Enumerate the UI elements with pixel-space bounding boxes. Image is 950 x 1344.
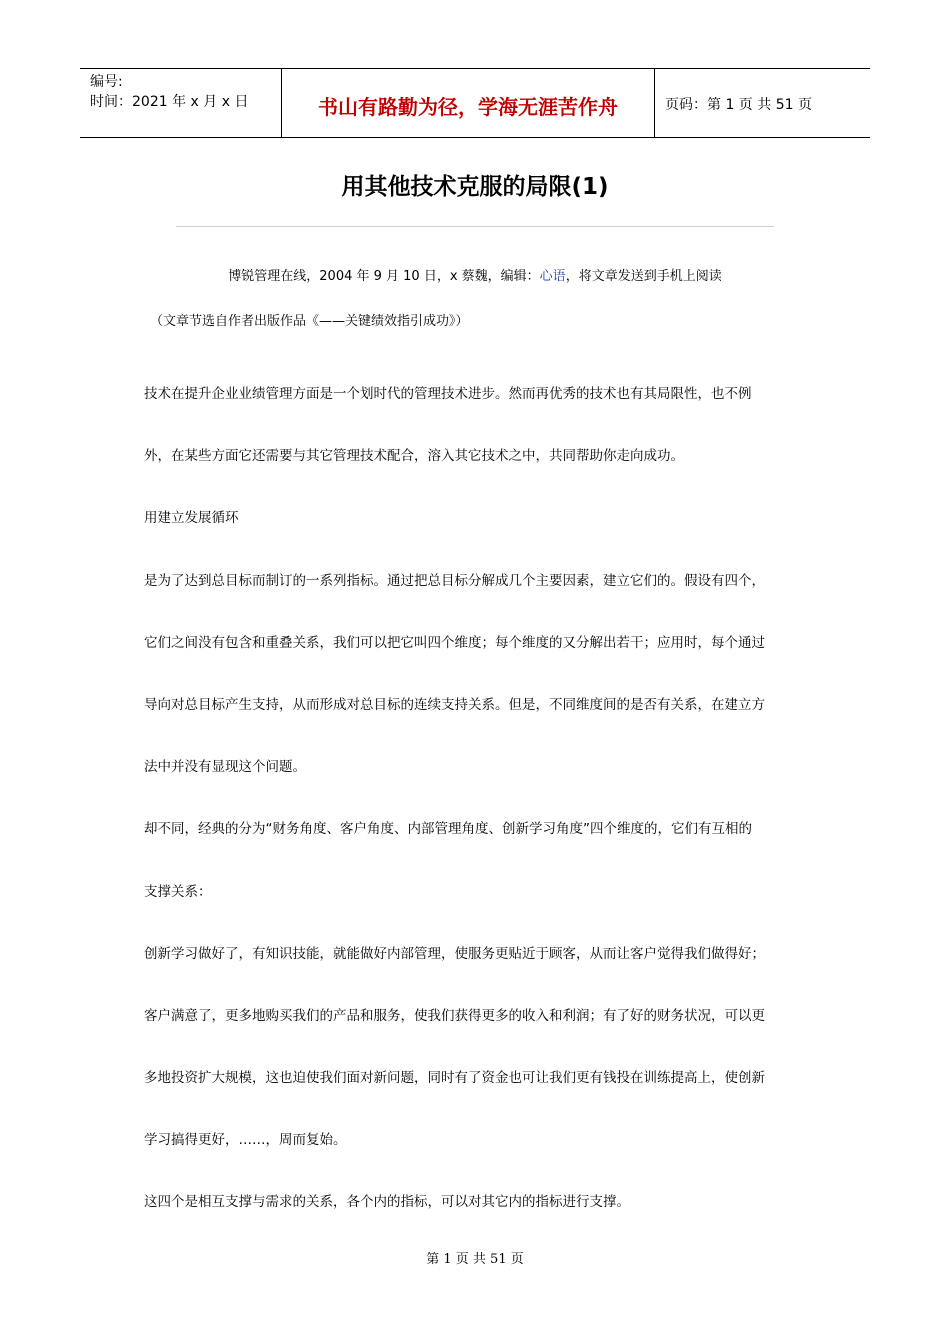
body-line: 用建立发展循环 (144, 510, 239, 527)
number-label: 编号: (90, 74, 123, 90)
document-header (80, 68, 870, 138)
body-line: 这四个是相互支撑与需求的关系，各个内的指标，可以对其它内的指标进行支撑。 (144, 1194, 630, 1211)
time-label: 时间：2021 年 x 月 x 日 (90, 94, 249, 110)
article-title: 用其他技术克服的局限(1) (341, 174, 609, 200)
body-line: 技术在提升企业业绩管理方面是一个划时代的管理技术进步。然而再优秀的技术也有其局限性，也不例 (144, 386, 752, 402)
body-line: 客户满意了，更多地购买我们的产品和服务，使我们获得更多的收入和利润；有了好的财务状况，可以更 (144, 1007, 765, 1024)
body-line: 外，在某些方面它还需要与其它管理技术配合，溶入其它技术之中，共同帮助你走向成功。 (144, 448, 684, 465)
title-divider (176, 226, 774, 227)
article-source-note: （文章节选自作者出版作品《——关键绩效指引成功》） (150, 314, 469, 329)
body-line: 却不同，经典的分为“财务角度、客户角度、内部管理角度、创新学习角度”四个维度的，它们有互相的 (144, 821, 752, 838)
page-footer: 第 1 页 共 51 页 (426, 1252, 524, 1267)
body-line: 导向对总目标产生支持，从而形成对总目标的连续支持关系。但是，不同维度间的是否有关系，在建立方 (144, 696, 765, 713)
body-line: 创新学习做好了，有知识技能，就能做好内部管理，使服务更贴近于顾客，从而让客户觉得我们做得好； (144, 945, 765, 962)
article-body (144, 382, 809, 1253)
body-line: 法中并没有显现这个问题。 (144, 759, 306, 776)
body-line: 多地投资扩大规模，这也迫使我们面对新问题，同时有了资金也可让我们更有钱投在训练提高上，使创新 (144, 1070, 765, 1087)
byline-suffix: ，将文章发送到手机上阅读 (565, 269, 722, 284)
header-motto: 书山有路勤为径，学海无涯苦作舟 (281, 69, 655, 137)
body-line: 它们之间没有包含和重叠关系，我们可以把它叫四个维度；每个维度的又分解出若干；应用时，每个通过 (144, 634, 765, 651)
body-line: 支撑关系： (144, 883, 212, 900)
body-line: 是为了达到总目标而制订的一系列指标。通过把总目标分解成几个主要因素，建立它们的。假设有四个， (144, 572, 765, 589)
body-line: 学习搞得更好，……，周而复始。 (144, 1132, 347, 1149)
editor-link[interactable]: 心语 (539, 269, 566, 284)
article-byline (0, 265, 950, 284)
header-page-info: 页码：第 1 页 共 51 页 (665, 97, 812, 113)
header-meta (80, 69, 281, 137)
byline-prefix: 博锐管理在线，2004 年 9 月 10 日，x 蔡魏，编辑： (228, 269, 540, 284)
